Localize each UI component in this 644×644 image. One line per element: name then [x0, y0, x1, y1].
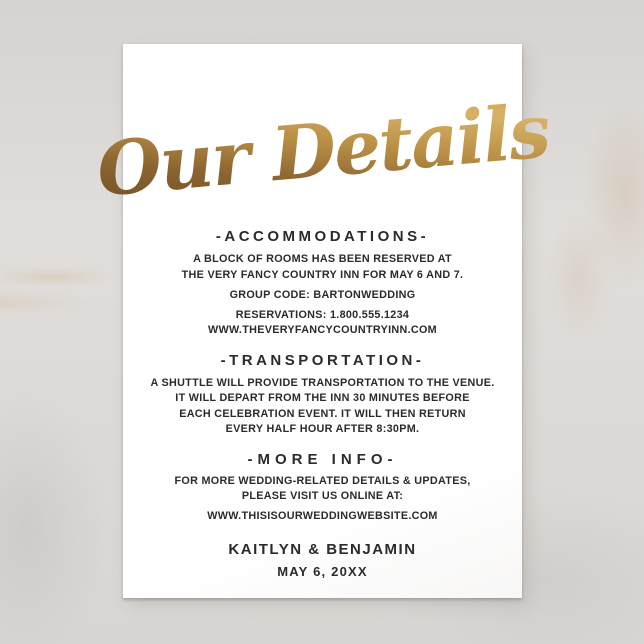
section-accommodations: [123, 227, 522, 339]
wedding-details-card: [93, 44, 552, 598]
section-more-info: [123, 450, 522, 525]
couple-names: KAITLYN & BENJAMIN: [228, 541, 417, 558]
card-title-block: [93, 72, 552, 214]
more-info-text: FOR MORE WEDDING-RELATED DETAILS & UPDATES, PLEASE VISIT US ONLINE AT:: [174, 474, 471, 502]
accommodations-heading: -ACCOMMODATIONS-: [215, 228, 430, 245]
wedding-website-text: WWW.THISISOURWEDDINGWEBSITE.COM: [207, 509, 438, 522]
accommodations-text: A BLOCK OF ROOMS HAS BEEN RESERVED AT THE VERY FANCY COUNTRY INN FOR MAY 6 AND 7.: [181, 253, 464, 281]
wedding-date: MAY 6, 20XX: [277, 564, 368, 579]
reservations-and-inn-website-text: RESERVATIONS: 1.800.555.1234 WWW.THEVERYFANCYCOUNTRYINN.COM: [208, 308, 437, 336]
section-transportation: [123, 351, 522, 438]
transportation-text: A SHUTTLE WILL PROVIDE TRANSPORTATION TO THE VENUE. IT WILL DEPART FROM THE INN 30 MINUTES BEFORE EACH CELEBRATION EVENT. IT WILL THEN RETURN EVERY HALF HOUR AFTER 8:30PM.: [150, 376, 495, 435]
card-footer: [123, 540, 522, 580]
card-title-svg: [93, 72, 552, 214]
group-code-text: GROUP CODE: BARTONWEDDING: [229, 289, 416, 301]
card-title: Our Details: [93, 88, 552, 214]
more-info-heading: -MORE INFO-: [247, 450, 398, 468]
transportation-heading: -TRANSPORTATION-: [220, 351, 425, 369]
